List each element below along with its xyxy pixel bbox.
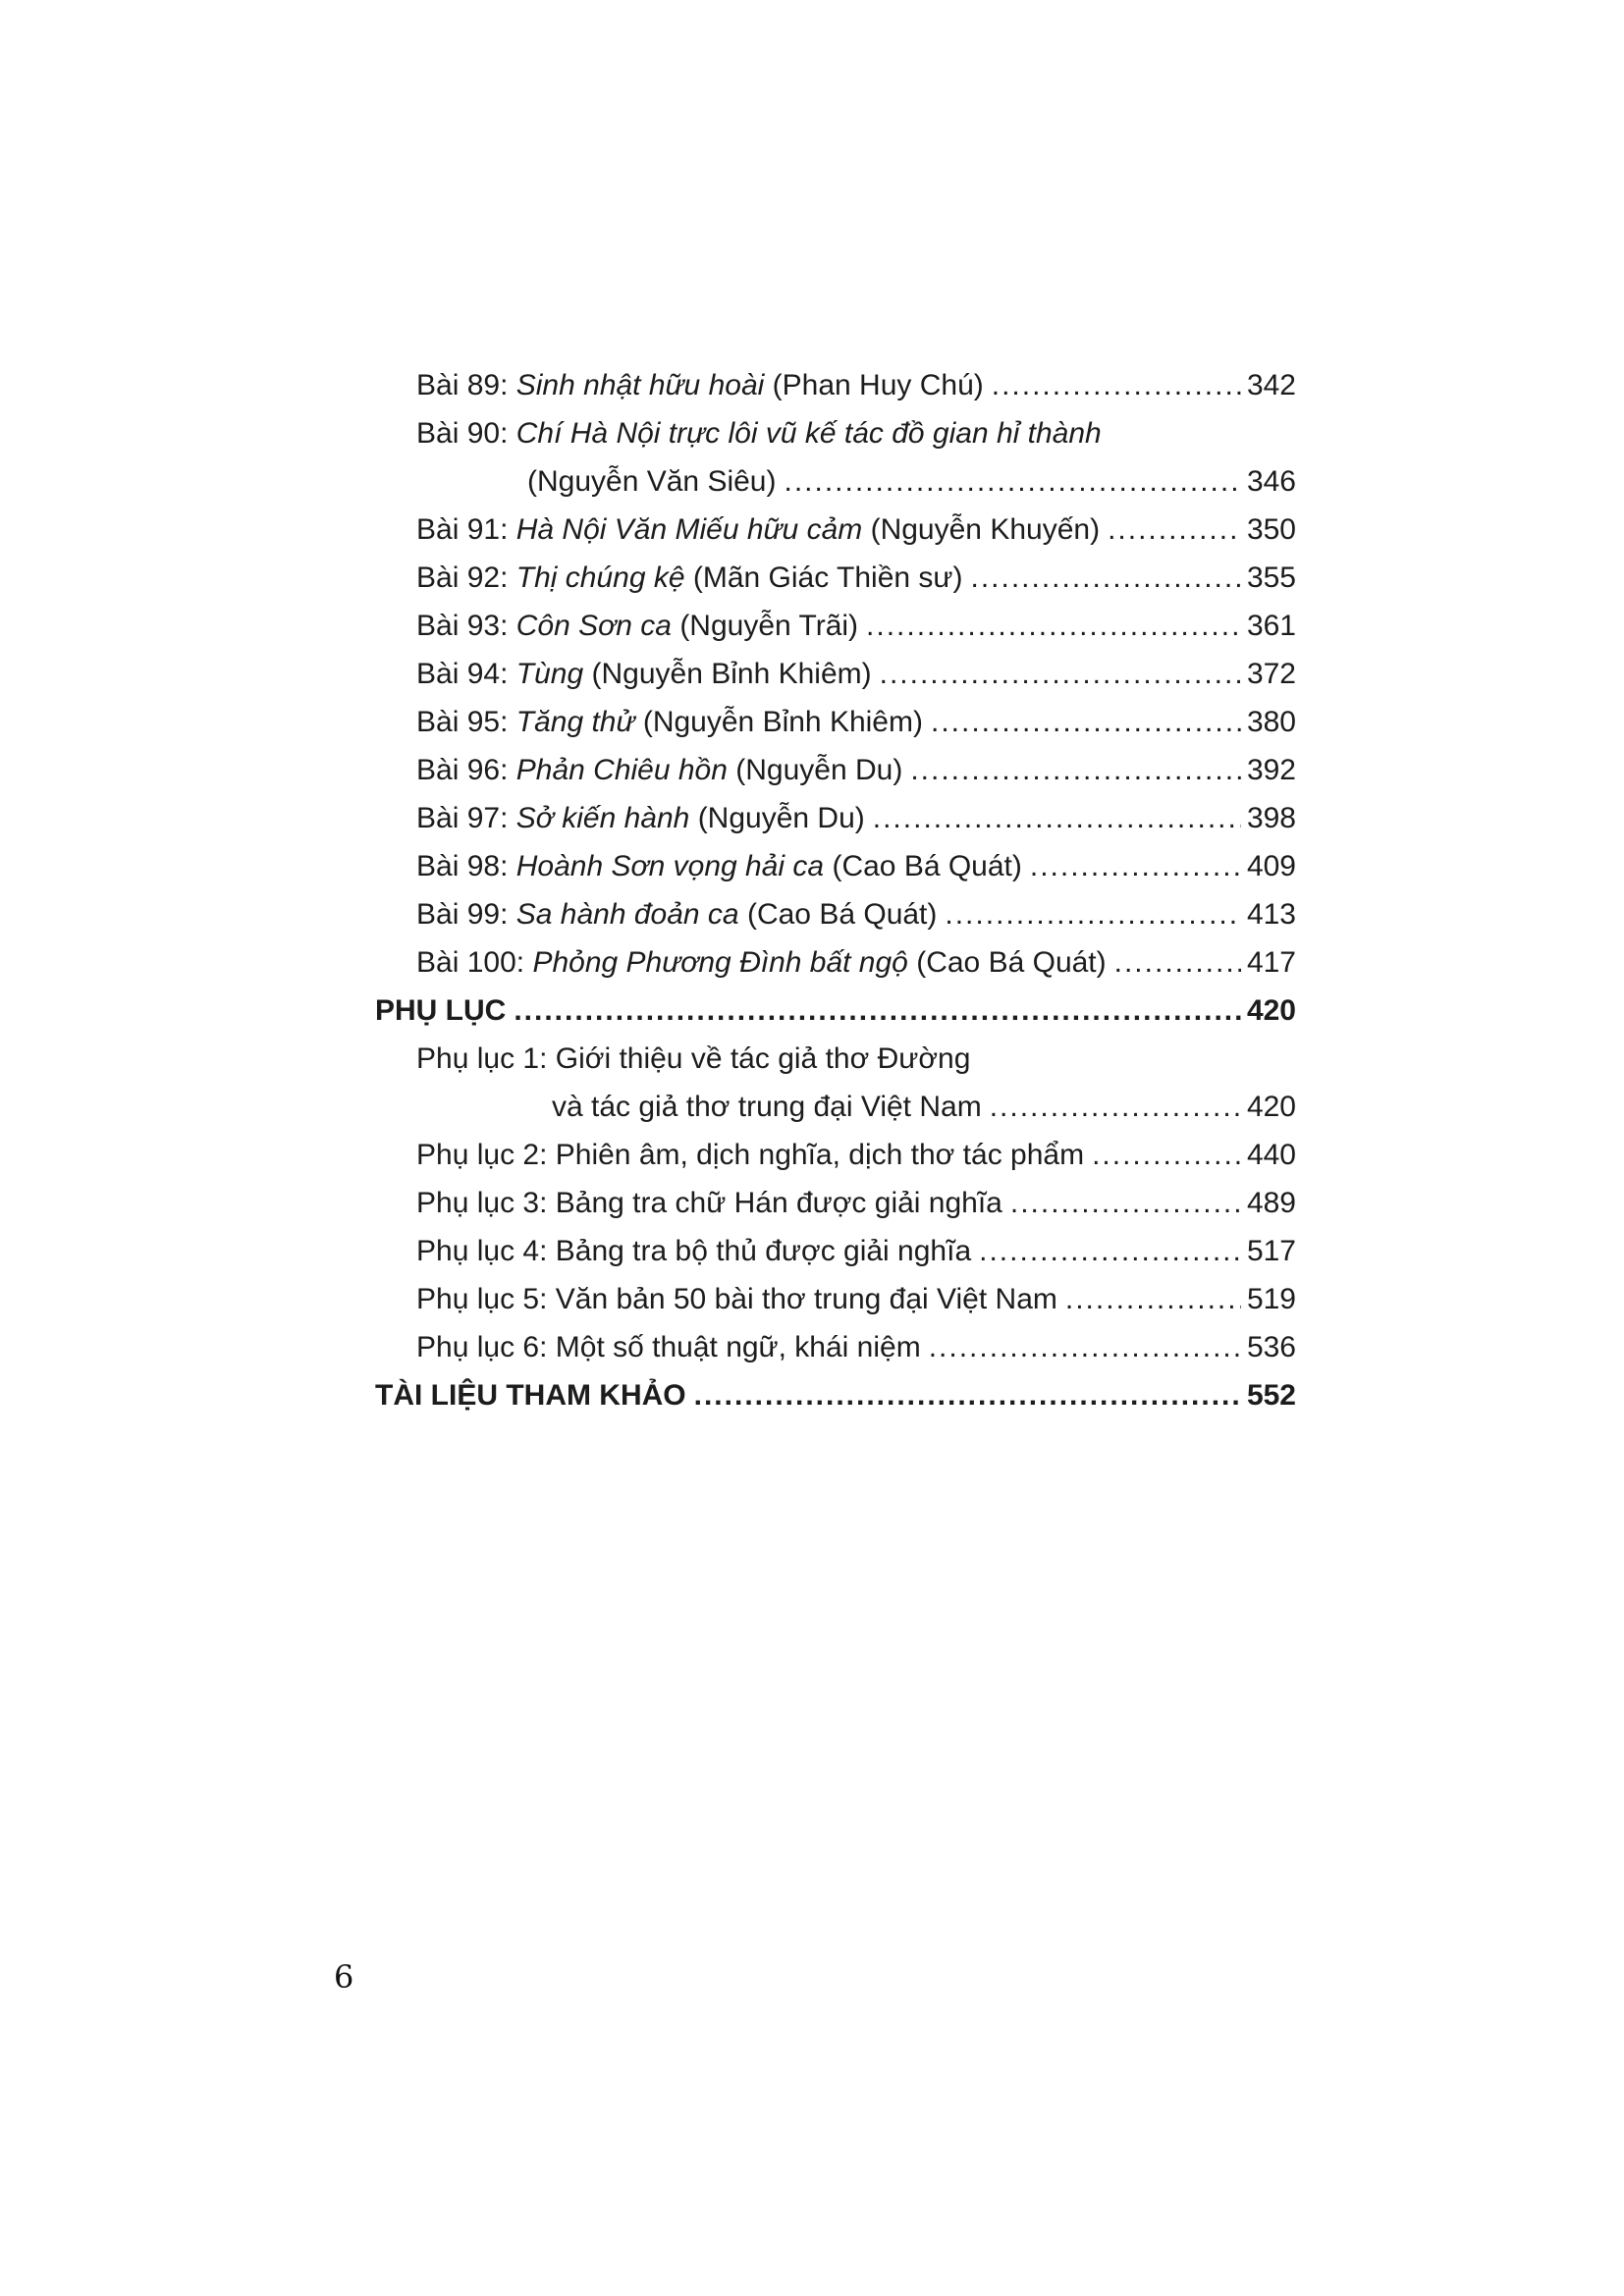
dot-leader <box>1114 938 1241 987</box>
appendix-heading-row <box>375 987 1296 1035</box>
entry-author: (Nguyễn Bỉnh Khiêm) <box>642 706 923 738</box>
entry-author: (Cao Bá Quát) <box>916 946 1107 979</box>
entry-title: Hoành Sơn vọng hải ca <box>515 850 825 882</box>
entry-title: Phỏng Phương Đình bất ngộ <box>532 946 908 979</box>
entry-label: Bài 94: <box>416 658 509 690</box>
dot-leader <box>873 794 1241 842</box>
folio-page-number: 6 <box>334 1958 354 1996</box>
dot-leader <box>990 1083 1241 1131</box>
dot-leader <box>866 602 1241 650</box>
entry-label: Bài 89: <box>416 369 509 401</box>
toc-entry <box>375 361 1296 409</box>
entry-text <box>416 554 963 602</box>
page-number: 489 <box>1246 1187 1296 1219</box>
entry-label: Bài 93: <box>416 610 509 642</box>
entry-label: Bài 92: <box>416 561 509 594</box>
dot-leader <box>971 554 1241 602</box>
entry-label: Phụ lục 1: <box>416 1042 548 1075</box>
entry-text <box>416 794 865 842</box>
entry-text <box>416 361 984 409</box>
appendix-item <box>375 1275 1296 1323</box>
entry-author: (Nguyễn Khuyến) <box>870 513 1101 546</box>
entry-title: Sa hành đoản ca <box>515 898 739 931</box>
entry-line-1 <box>416 1035 1296 1083</box>
entry-author: (Nguyễn Du) <box>735 754 903 786</box>
references-heading: TÀI LIỆU THAM KHẢO <box>375 1379 686 1412</box>
entry-title: Chí Hà Nội trực lôi vũ kế tác đồ gian hỉ thành <box>515 417 1102 450</box>
toc-entry <box>375 650 1296 698</box>
page-number: 517 <box>1246 1235 1296 1267</box>
dot-leader <box>929 1323 1241 1371</box>
entry-text <box>416 698 923 746</box>
entry-text <box>416 417 1102 450</box>
dot-leader <box>880 650 1241 698</box>
entry-title: Sở kiến hành <box>515 802 690 834</box>
entry-author: (Phan Huy Chú) <box>772 369 984 401</box>
entry-title: Giới thiệu về tác giả thơ Đường <box>555 1042 971 1075</box>
entry-line-2 <box>416 1083 1296 1131</box>
page-number: 409 <box>1246 850 1296 882</box>
dot-leader <box>979 1227 1241 1275</box>
entry-title: Sinh nhật hữu hoài <box>515 369 765 401</box>
toc-entry <box>375 890 1296 938</box>
page-number: 413 <box>1246 898 1296 931</box>
entry-author: (Nguyễn Trãi) <box>679 610 859 642</box>
entry-text <box>416 890 937 938</box>
entry-text <box>416 1131 1084 1179</box>
entry-line-2 <box>416 457 1296 506</box>
dot-leader <box>514 987 1241 1035</box>
entry-text <box>416 506 1100 554</box>
entry-label: Bài 97: <box>416 802 509 834</box>
appendix-item <box>375 1035 1296 1131</box>
appendix-item <box>375 1131 1296 1179</box>
appendix-item <box>375 1323 1296 1371</box>
dot-leader <box>1030 842 1241 890</box>
toc-entry <box>375 794 1296 842</box>
entry-label: Bài 100: <box>416 946 525 979</box>
entry-text <box>416 1042 970 1075</box>
entry-author: (Mãn Giác Thiền sư) <box>692 561 963 594</box>
entry-author: (Cao Bá Quát) <box>832 850 1022 882</box>
page-number: 440 <box>1246 1139 1296 1171</box>
entry-label: Phụ lục 4: <box>416 1235 548 1267</box>
dot-leader <box>1065 1275 1241 1323</box>
entry-title: Một số thuật ngữ, khái niệm <box>555 1331 921 1363</box>
table-of-contents <box>375 361 1296 1419</box>
entry-title: Thị chúng kệ <box>515 561 685 594</box>
entry-text <box>416 602 858 650</box>
references-heading-row <box>375 1371 1296 1419</box>
entry-label: Phụ lục 6: <box>416 1331 548 1363</box>
page-number: 519 <box>1246 1283 1296 1315</box>
toc-entry <box>375 746 1296 794</box>
dot-leader <box>1010 1179 1241 1227</box>
dot-leader <box>992 361 1241 409</box>
page-number: 372 <box>1246 658 1296 690</box>
page-number: 417 <box>1246 946 1296 979</box>
entry-title: Văn bản 50 bài thơ trung đại Việt Nam <box>555 1283 1057 1315</box>
page-number: 536 <box>1246 1331 1296 1363</box>
entry-line-1 <box>416 409 1296 457</box>
dot-leader <box>931 698 1241 746</box>
entry-author: (Nguyễn Văn Siêu) <box>527 465 777 498</box>
entry-text <box>416 746 902 794</box>
dot-leader <box>945 890 1241 938</box>
entry-author: (Cao Bá Quát) <box>746 898 938 931</box>
entry-title-continued: và tác giả thơ trung đại Việt Nam <box>552 1091 982 1123</box>
entry-label: Phụ lục 5: <box>416 1283 548 1315</box>
page-number: 361 <box>1246 610 1296 642</box>
entry-author: (Nguyễn Du) <box>697 802 865 834</box>
appendix-item <box>375 1227 1296 1275</box>
entry-title: Bảng tra chữ Hán được giải nghĩa <box>555 1187 1002 1219</box>
page-number: 346 <box>1246 465 1296 498</box>
entry-title: Phiên âm, dịch nghĩa, dịch thơ tác phẩm <box>555 1139 1085 1171</box>
entry-text <box>416 938 1107 987</box>
entry-label: Bài 91: <box>416 513 509 546</box>
dot-leader <box>1092 1131 1241 1179</box>
entry-text <box>416 1179 1002 1227</box>
appendix-item <box>375 1179 1296 1227</box>
entry-title: Bảng tra bộ thủ được giải nghĩa <box>555 1235 972 1267</box>
toc-entry <box>375 409 1296 506</box>
page-number: 355 <box>1246 561 1296 594</box>
entry-title: Tăng thử <box>515 706 635 738</box>
entry-text <box>416 1275 1057 1323</box>
entry-label: Bài 98: <box>416 850 509 882</box>
dot-leader <box>694 1371 1241 1419</box>
entry-author: (Nguyễn Bỉnh Khiêm) <box>591 658 872 690</box>
page-number: 350 <box>1246 513 1296 546</box>
page-number: 420 <box>1246 1091 1296 1123</box>
page-number: 552 <box>1246 1379 1296 1412</box>
toc-entry <box>375 506 1296 554</box>
entry-text <box>416 1227 971 1275</box>
entry-label: Bài 90: <box>416 417 509 450</box>
entry-title: Tùng <box>515 658 584 690</box>
toc-entry <box>375 698 1296 746</box>
entry-title: Phản Chiêu hồn <box>515 754 728 786</box>
page-number: 380 <box>1246 706 1296 738</box>
entry-label: Bài 95: <box>416 706 509 738</box>
entry-text <box>416 842 1022 890</box>
page-number: 342 <box>1246 369 1296 401</box>
dot-leader <box>1108 506 1241 554</box>
page-number: 420 <box>1246 994 1296 1027</box>
entry-label: Bài 96: <box>416 754 509 786</box>
entry-label: Phụ lục 2: <box>416 1139 548 1171</box>
toc-entry <box>375 938 1296 987</box>
entry-title: Hà Nội Văn Miếu hữu cảm <box>515 513 863 546</box>
entry-label: Phụ lục 3: <box>416 1187 548 1219</box>
toc-entry <box>375 602 1296 650</box>
toc-entry <box>375 842 1296 890</box>
entry-text <box>416 650 872 698</box>
page-number: 398 <box>1246 802 1296 834</box>
entry-label: Bài 99: <box>416 898 509 931</box>
entry-title: Côn Sơn ca <box>515 610 672 642</box>
dot-leader <box>910 746 1241 794</box>
entry-text <box>416 1323 921 1371</box>
appendix-heading: PHỤ LỤC <box>375 994 507 1027</box>
page-number: 392 <box>1246 754 1296 786</box>
toc-entry <box>375 554 1296 602</box>
dot-leader <box>784 457 1240 506</box>
